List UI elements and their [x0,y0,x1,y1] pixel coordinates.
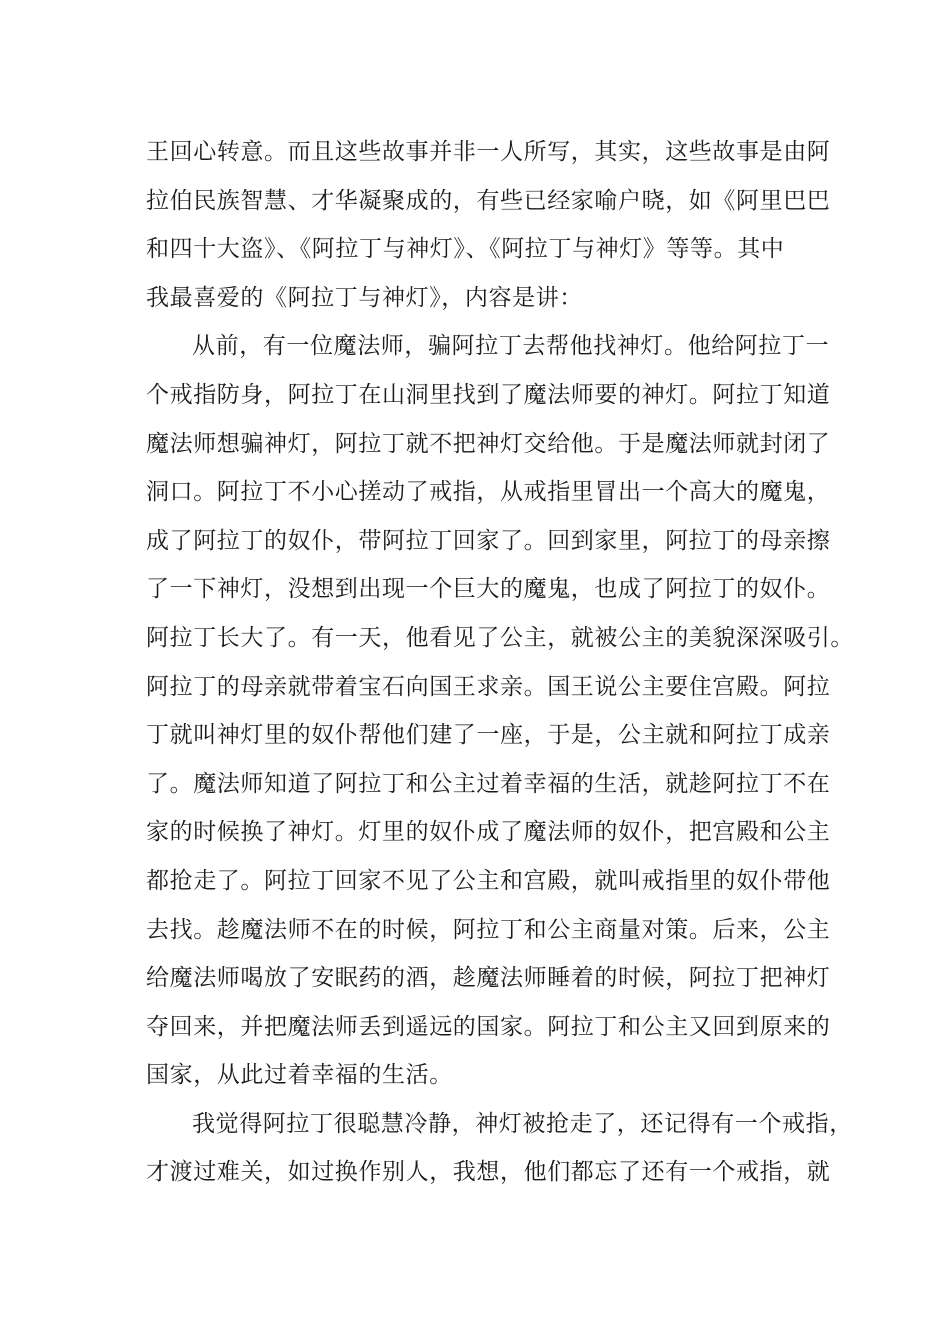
text-line-13: 丁就叫神灯里的奴仆帮他们建了一座，于是，公主就和阿拉丁成亲 [146,722,831,749]
text-line-19: 夺回来，并把魔法师丢到遥远的国家。阿拉丁和公主又回到原来的 [146,1013,831,1040]
text-line-3: 和四十大盗》、《阿拉丁与神灯》、《阿拉丁与神灯》等等。其中 [146,236,785,263]
text-line-18: 给魔法师喝放了安眠药的酒，趁魔法师睡着的时候，阿拉丁把神灯 [146,965,831,992]
text-line-7: 魔法师想骗神灯，阿拉丁就不把神灯交给他。于是魔法师就封闭了 [146,430,831,457]
text-line-20: 国家，从此过着幸福的生活。 [146,1062,453,1089]
text-line-12: 阿拉丁的母亲就带着宝石向国王求亲。国王说公主要住宫殿。阿拉 [146,673,831,700]
text-line-1: 王回心转意。而且这些故事并非一人所写，其实，这些故事是由阿 [146,139,831,165]
text-line-5: 从前，有一位魔法师，骗阿拉丁去帮他找神灯。他给阿拉丁一 [192,333,830,360]
text-line-16: 都抢走了。阿拉丁回家不见了公主和宫殿，就叫戒指里的奴仆带他 [146,867,831,894]
text-line-22: 才渡过难关，如过换作别人，我想，他们都忘了还有一个戒指，就 [146,1159,831,1186]
text-line-10: 了一下神灯，没想到出现一个巨大的魔鬼，也成了阿拉丁的奴仆。 [146,576,831,603]
text-line-9: 成了阿拉丁的奴仆，带阿拉丁回家了。回到家里，阿拉丁的母亲擦 [146,527,831,554]
text-line-2: 拉伯民族智慧、才华凝聚成的，有些已经家喻户晓，如《阿里巴巴 [146,187,831,214]
text-line-4: 我最喜爱的《阿拉丁与神灯》，内容是讲： [146,284,583,311]
text-line-21: 我觉得阿拉丁很聪慧冷静，神灯被抢走了，还记得有一个戒指， [192,1110,853,1137]
text-line-17: 去找。趁魔法师不在的时候，阿拉丁和公主商量对策。后来，公主 [146,916,831,943]
body-text [146,128,854,1197]
text-line-15: 家的时候换了神灯。灯里的奴仆成了魔法师的奴仆，把宫殿和公主 [146,819,831,846]
text-line-14: 了。魔法师知道了阿拉丁和公主过着幸福的生活，就趁阿拉丁不在 [146,770,831,797]
text-line-11: 阿拉丁长大了。有一天，他看见了公主，就被公主的美貌深深吸引。 [146,624,854,651]
text-line-8: 洞口。阿拉丁不小心搓动了戒指，从戒指里冒出一个高大的魔鬼， [146,479,831,506]
text-line-6: 个戒指防身，阿拉丁在山洞里找到了魔法师要的神灯。阿拉丁知道 [146,381,831,408]
